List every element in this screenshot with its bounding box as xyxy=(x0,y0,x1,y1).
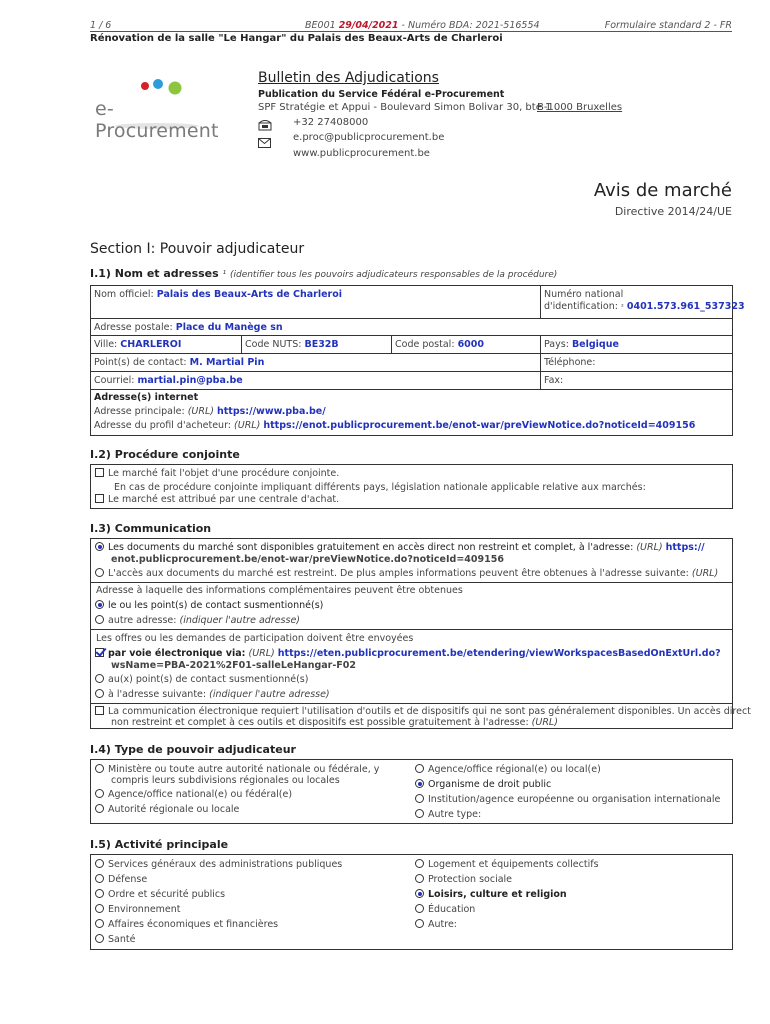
activity-health-option[interactable] xyxy=(95,934,135,945)
bulletin-address: SPF Stratégie et Appui - Boulevard Simon Bolivar 30, bte 1 xyxy=(258,102,552,113)
i3-divider-1 xyxy=(91,582,732,583)
bda-number: - Numéro BDA: 2021-516554 xyxy=(401,20,540,31)
info-contact-option[interactable] xyxy=(95,600,323,611)
city-label: Ville: xyxy=(94,339,118,350)
type-national-agency-label: Agence/office national(e) ou fédéral(e) xyxy=(108,789,293,800)
main-address-label: Adresse principale: xyxy=(94,406,185,417)
offers-contact-radio[interactable] xyxy=(95,674,104,683)
activity-education-option[interactable] xyxy=(415,904,475,915)
offers-electronic-label: par voie électronique via: xyxy=(108,648,246,659)
bulletin-phone: +32 27408000 xyxy=(293,117,369,128)
bulletin-city: B-1000 Bruxelles xyxy=(537,102,623,113)
contact-label: Point(s) de contact: xyxy=(94,357,187,368)
offers-contact-label: au(x) point(s) de contact susmentionné(s) xyxy=(108,674,309,685)
tools-label-1: La communication électronique requiert l'utilisation d'outils et de dispositifs qui ne sont pas généralement disponibles. Un accès direct xyxy=(108,706,751,717)
activity-general-radio[interactable] xyxy=(95,859,104,868)
i2-heading: I.2) Procédure conjointe xyxy=(90,448,240,461)
offers-address-note: (indiquer l'autre adresse) xyxy=(209,689,330,700)
type-public-body-label: Organisme de droit public xyxy=(428,779,552,790)
docs-url-tag: (URL) xyxy=(636,542,663,553)
city: CHARLEROI xyxy=(120,339,182,350)
eprocurement-logo xyxy=(95,76,225,142)
form-type: Formulaire standard 2 - FR xyxy=(604,20,732,31)
offers-heading: Les offres ou les demandes de participation doivent être envoyées xyxy=(96,633,414,644)
offers-electronic-option[interactable] xyxy=(95,648,721,659)
tools-option[interactable] xyxy=(95,706,751,717)
type-other-option[interactable] xyxy=(415,809,481,820)
activity-social-label: Protection sociale xyxy=(428,874,513,885)
header-rule xyxy=(90,31,732,32)
activity-culture-option[interactable] xyxy=(415,889,567,900)
offers-url-part2[interactable]: wsName=PBA-2021%2F01-salleLeHangar-F02 xyxy=(111,660,357,671)
fax-cell xyxy=(541,372,732,390)
national-id-footnote: ² xyxy=(621,303,624,311)
official-name-cell xyxy=(91,286,541,319)
offers-contact-option[interactable] xyxy=(95,674,308,685)
docs-url-part1[interactable]: https:// xyxy=(665,542,705,553)
activity-order-option[interactable] xyxy=(95,889,225,900)
i5-heading: I.5) Activité principale xyxy=(90,838,229,851)
i1-note: (identifier tous les pouvoirs adjudicateurs responsables de la procédure) xyxy=(229,270,558,280)
docs-free-label: Les documents du marché sont disponibles gratuitement en accès direct non restreint et complet, à l'adresse: xyxy=(108,542,634,553)
notice-date: 29/04/2021 xyxy=(338,20,399,31)
email-cell xyxy=(91,372,541,390)
main-address-url[interactable]: https://www.pba.be/ xyxy=(217,406,326,417)
bulletin-email[interactable]: e.proc@publicprocurement.be xyxy=(293,132,445,143)
nuts-cell xyxy=(242,336,392,354)
type-eu-institution-label: Institution/agence européenne ou organisation internationale xyxy=(428,794,721,805)
activity-culture-label: Loisirs, culture et religion xyxy=(428,889,567,900)
country-cell xyxy=(541,336,732,354)
activity-education-radio[interactable] xyxy=(415,904,424,913)
activity-social-option[interactable] xyxy=(415,874,512,885)
docs-url-part2[interactable]: enot.publicprocurement.be/enot-war/preViewNotice.do?noticeId=409156 xyxy=(111,554,504,565)
country-label: Pays: xyxy=(544,339,569,350)
buyer-profile-url[interactable]: https://enot.publicprocurement.be/enot-war/preViewNotice.do?noticeId=409156 xyxy=(263,420,696,431)
i1-table xyxy=(90,285,745,436)
type-ministry-label-2: compris leurs subdivisions régionales ou locales xyxy=(111,775,340,786)
activity-housing-label: Logement et équipements collectifs xyxy=(428,859,599,870)
central-purchasing-option[interactable] xyxy=(95,494,339,505)
buyer-profile-label: Adresse du profil d'acheteur: xyxy=(94,420,232,431)
joint-procedure-option[interactable] xyxy=(95,468,339,479)
fax-label: Fax: xyxy=(544,375,564,386)
activity-general-label: Services généraux des administrations publiques xyxy=(108,859,343,870)
postal-address-label: Adresse postale: xyxy=(94,322,173,333)
email-label: Courriel: xyxy=(94,375,135,386)
info-other-label: autre adresse: xyxy=(108,615,177,626)
docs-restricted-radio[interactable] xyxy=(95,568,104,577)
activity-social-radio[interactable] xyxy=(415,874,424,883)
contact-cell xyxy=(91,354,541,372)
logo-dot-green xyxy=(169,82,182,95)
type-other-radio[interactable] xyxy=(415,809,424,818)
tools-label-2: non restreint et complet à ces outils et dispositifs est possible gratuitement à l'adresse: xyxy=(111,717,529,728)
notice-directive: Directive 2014/24/UE xyxy=(614,205,732,218)
activity-other-radio[interactable] xyxy=(415,919,424,928)
activity-defence-option[interactable] xyxy=(95,874,147,885)
info-other-option[interactable] xyxy=(95,615,300,626)
bulletin-title: Bulletin des Adjudications xyxy=(258,70,439,86)
buyer-profile-url-tag: (URL) xyxy=(234,420,261,431)
central-purchasing-checkbox[interactable] xyxy=(95,494,104,503)
logo-dot-blue xyxy=(153,79,163,89)
activity-education-label: Éducation xyxy=(428,904,476,915)
info-contact-label: le ou les point(s) de contact susmentionné(s) xyxy=(108,600,324,611)
activity-environment-option[interactable] xyxy=(95,904,181,915)
postal-address-cell xyxy=(91,319,732,336)
activity-culture-radio[interactable] xyxy=(415,889,424,898)
main-address-url-tag: (URL) xyxy=(187,406,214,417)
activity-health-radio[interactable] xyxy=(95,934,104,943)
national-id-label-2: d'identification: xyxy=(544,301,618,312)
tools-checkbox[interactable] xyxy=(95,706,104,715)
logo-dot-red xyxy=(141,82,149,90)
central-purchasing-label: Le marché est attribué par une centrale d'achat. xyxy=(108,494,340,505)
activity-environment-radio[interactable] xyxy=(95,904,104,913)
bulletin-publisher: Publication du Service Fédéral e-Procurement xyxy=(258,89,505,100)
postcode-label: Code postal: xyxy=(395,339,455,350)
i3-divider-3 xyxy=(91,703,732,704)
phone-cell xyxy=(541,354,732,372)
phone-label: Téléphone: xyxy=(544,357,596,368)
info-other-note: (indiquer l'autre adresse) xyxy=(179,615,300,626)
activity-general-option[interactable] xyxy=(95,859,342,870)
postal-address: Place du Manège sn xyxy=(175,322,283,333)
joint-procedure-label: Le marché fait l'objet d'une procédure conjointe. xyxy=(108,468,340,479)
type-national-agency-option[interactable] xyxy=(95,789,292,800)
activity-other-option[interactable] xyxy=(415,919,457,930)
contact-email[interactable]: martial.pin@pba.be xyxy=(137,375,243,386)
i4-heading: I.4) Type de pouvoir adjudicateur xyxy=(90,743,296,756)
national-id-cell xyxy=(541,286,745,319)
offers-address-radio[interactable] xyxy=(95,689,104,698)
logo-text: e-Procurement xyxy=(95,98,219,142)
joint-procedure-note: En cas de procédure conjointe impliquant différents pays, législation nationale applicable relative aux marchés: xyxy=(114,482,646,493)
offers-url-part1[interactable]: https://eten.publicprocurement.be/etendering/viewWorkspacesBasedOnExtUrl.do? xyxy=(277,648,721,659)
phone-icon xyxy=(258,116,272,135)
type-ministry-option[interactable] xyxy=(95,764,379,775)
i3-box xyxy=(90,538,751,729)
i5-box xyxy=(90,854,733,950)
national-id: 0401.573.961_537323 xyxy=(626,301,745,312)
i3-heading: I.3) Communication xyxy=(90,522,212,535)
project-title: Rénovation de la salle "Le Hangar" du Palais des Beaux-Arts de Charleroi xyxy=(90,33,503,44)
internet-cell xyxy=(91,390,732,435)
i1-heading: I.1) Nom et adresses xyxy=(90,267,219,280)
tools-url-tag: (URL) xyxy=(531,717,558,728)
type-public-body-option[interactable] xyxy=(415,779,551,790)
type-regional-authority-option[interactable] xyxy=(95,804,239,815)
i4-box xyxy=(90,759,733,824)
type-public-body-radio[interactable] xyxy=(415,779,424,788)
type-regional-agency-label: Agence/office régional(e) ou local(e) xyxy=(428,764,601,775)
i1-footnote: ¹ xyxy=(222,270,227,280)
nuts-label: Code NUTS: xyxy=(245,339,302,350)
activity-defence-label: Défense xyxy=(108,874,148,885)
type-eu-institution-option[interactable] xyxy=(415,794,720,805)
type-other-label: Autre type: xyxy=(428,809,482,820)
contact-person: M. Martial Pin xyxy=(189,357,265,368)
activity-order-radio[interactable] xyxy=(95,889,104,898)
offers-electronic-checkbox[interactable] xyxy=(95,648,104,657)
section-title: Section I: Pouvoir adjudicateur xyxy=(90,241,305,257)
page-number: 1 / 6 xyxy=(90,20,112,31)
type-regional-authority-radio[interactable] xyxy=(95,804,104,813)
docs-free-radio[interactable] xyxy=(95,542,104,551)
tools-line-2 xyxy=(111,717,558,728)
type-regional-agency-option[interactable] xyxy=(415,764,601,775)
type-regional-agency-radio[interactable] xyxy=(415,764,424,773)
type-eu-institution-radio[interactable] xyxy=(415,794,424,803)
activity-housing-radio[interactable] xyxy=(415,859,424,868)
docs-free-option[interactable] xyxy=(95,542,705,553)
type-ministry-label: Ministère ou toute autre autorité nationale ou fédérale, y xyxy=(108,764,380,775)
activity-economic-label: Affaires économiques et financières xyxy=(108,919,279,930)
nuts-code: BE32B xyxy=(304,339,339,350)
activity-health-label: Santé xyxy=(108,934,136,945)
postcode-cell xyxy=(392,336,541,354)
info-heading: Adresse à laquelle des informations complémentaires peuvent être obtenues xyxy=(96,585,463,596)
country: Belgique xyxy=(571,339,619,350)
type-regional-authority-label: Autorité régionale ou locale xyxy=(108,804,240,815)
offers-address-label: à l'adresse suivante: xyxy=(108,689,207,700)
docs-restricted-url-tag: (URL) xyxy=(691,568,719,579)
activity-economic-radio[interactable] xyxy=(95,919,104,928)
offers-url-tag: (URL) xyxy=(248,648,275,659)
postcode: 6000 xyxy=(457,339,485,350)
i2-box xyxy=(90,464,733,509)
docs-restricted-label: L'accès aux documents du marché est restreint. De plus amples informations peuvent être obtenues à l'adresse suivante: xyxy=(108,568,689,579)
activity-economic-option[interactable] xyxy=(95,919,278,930)
internet-heading: Adresse(s) internet xyxy=(94,392,199,403)
docs-restricted-option[interactable] xyxy=(95,568,718,579)
activity-housing-option[interactable] xyxy=(415,859,599,870)
info-contact-radio[interactable] xyxy=(95,600,104,609)
official-name-label: Nom officiel: xyxy=(94,289,154,300)
notice-reference xyxy=(305,20,540,31)
national-id-label-1: Numéro national xyxy=(544,289,624,300)
official-name: Palais des Beaux-Arts de Charleroi xyxy=(156,289,343,300)
type-national-agency-radio[interactable] xyxy=(95,789,104,798)
i1-heading-line xyxy=(90,267,557,280)
info-other-radio[interactable] xyxy=(95,615,104,624)
offers-address-option[interactable] xyxy=(95,689,330,700)
activity-order-label: Ordre et sécurité publics xyxy=(108,889,226,900)
notice-code: BE001 xyxy=(305,20,336,31)
mail-icon xyxy=(258,134,272,153)
joint-procedure-checkbox[interactable] xyxy=(95,468,104,477)
notice-title: Avis de marché xyxy=(593,180,732,201)
type-ministry-radio[interactable] xyxy=(95,764,104,773)
bulletin-website[interactable]: www.publicprocurement.be xyxy=(293,148,430,159)
activity-defence-radio[interactable] xyxy=(95,874,104,883)
city-cell xyxy=(91,336,242,354)
activity-environment-label: Environnement xyxy=(108,904,181,915)
activity-other-label: Autre: xyxy=(428,919,457,930)
i3-divider-2 xyxy=(91,629,732,630)
